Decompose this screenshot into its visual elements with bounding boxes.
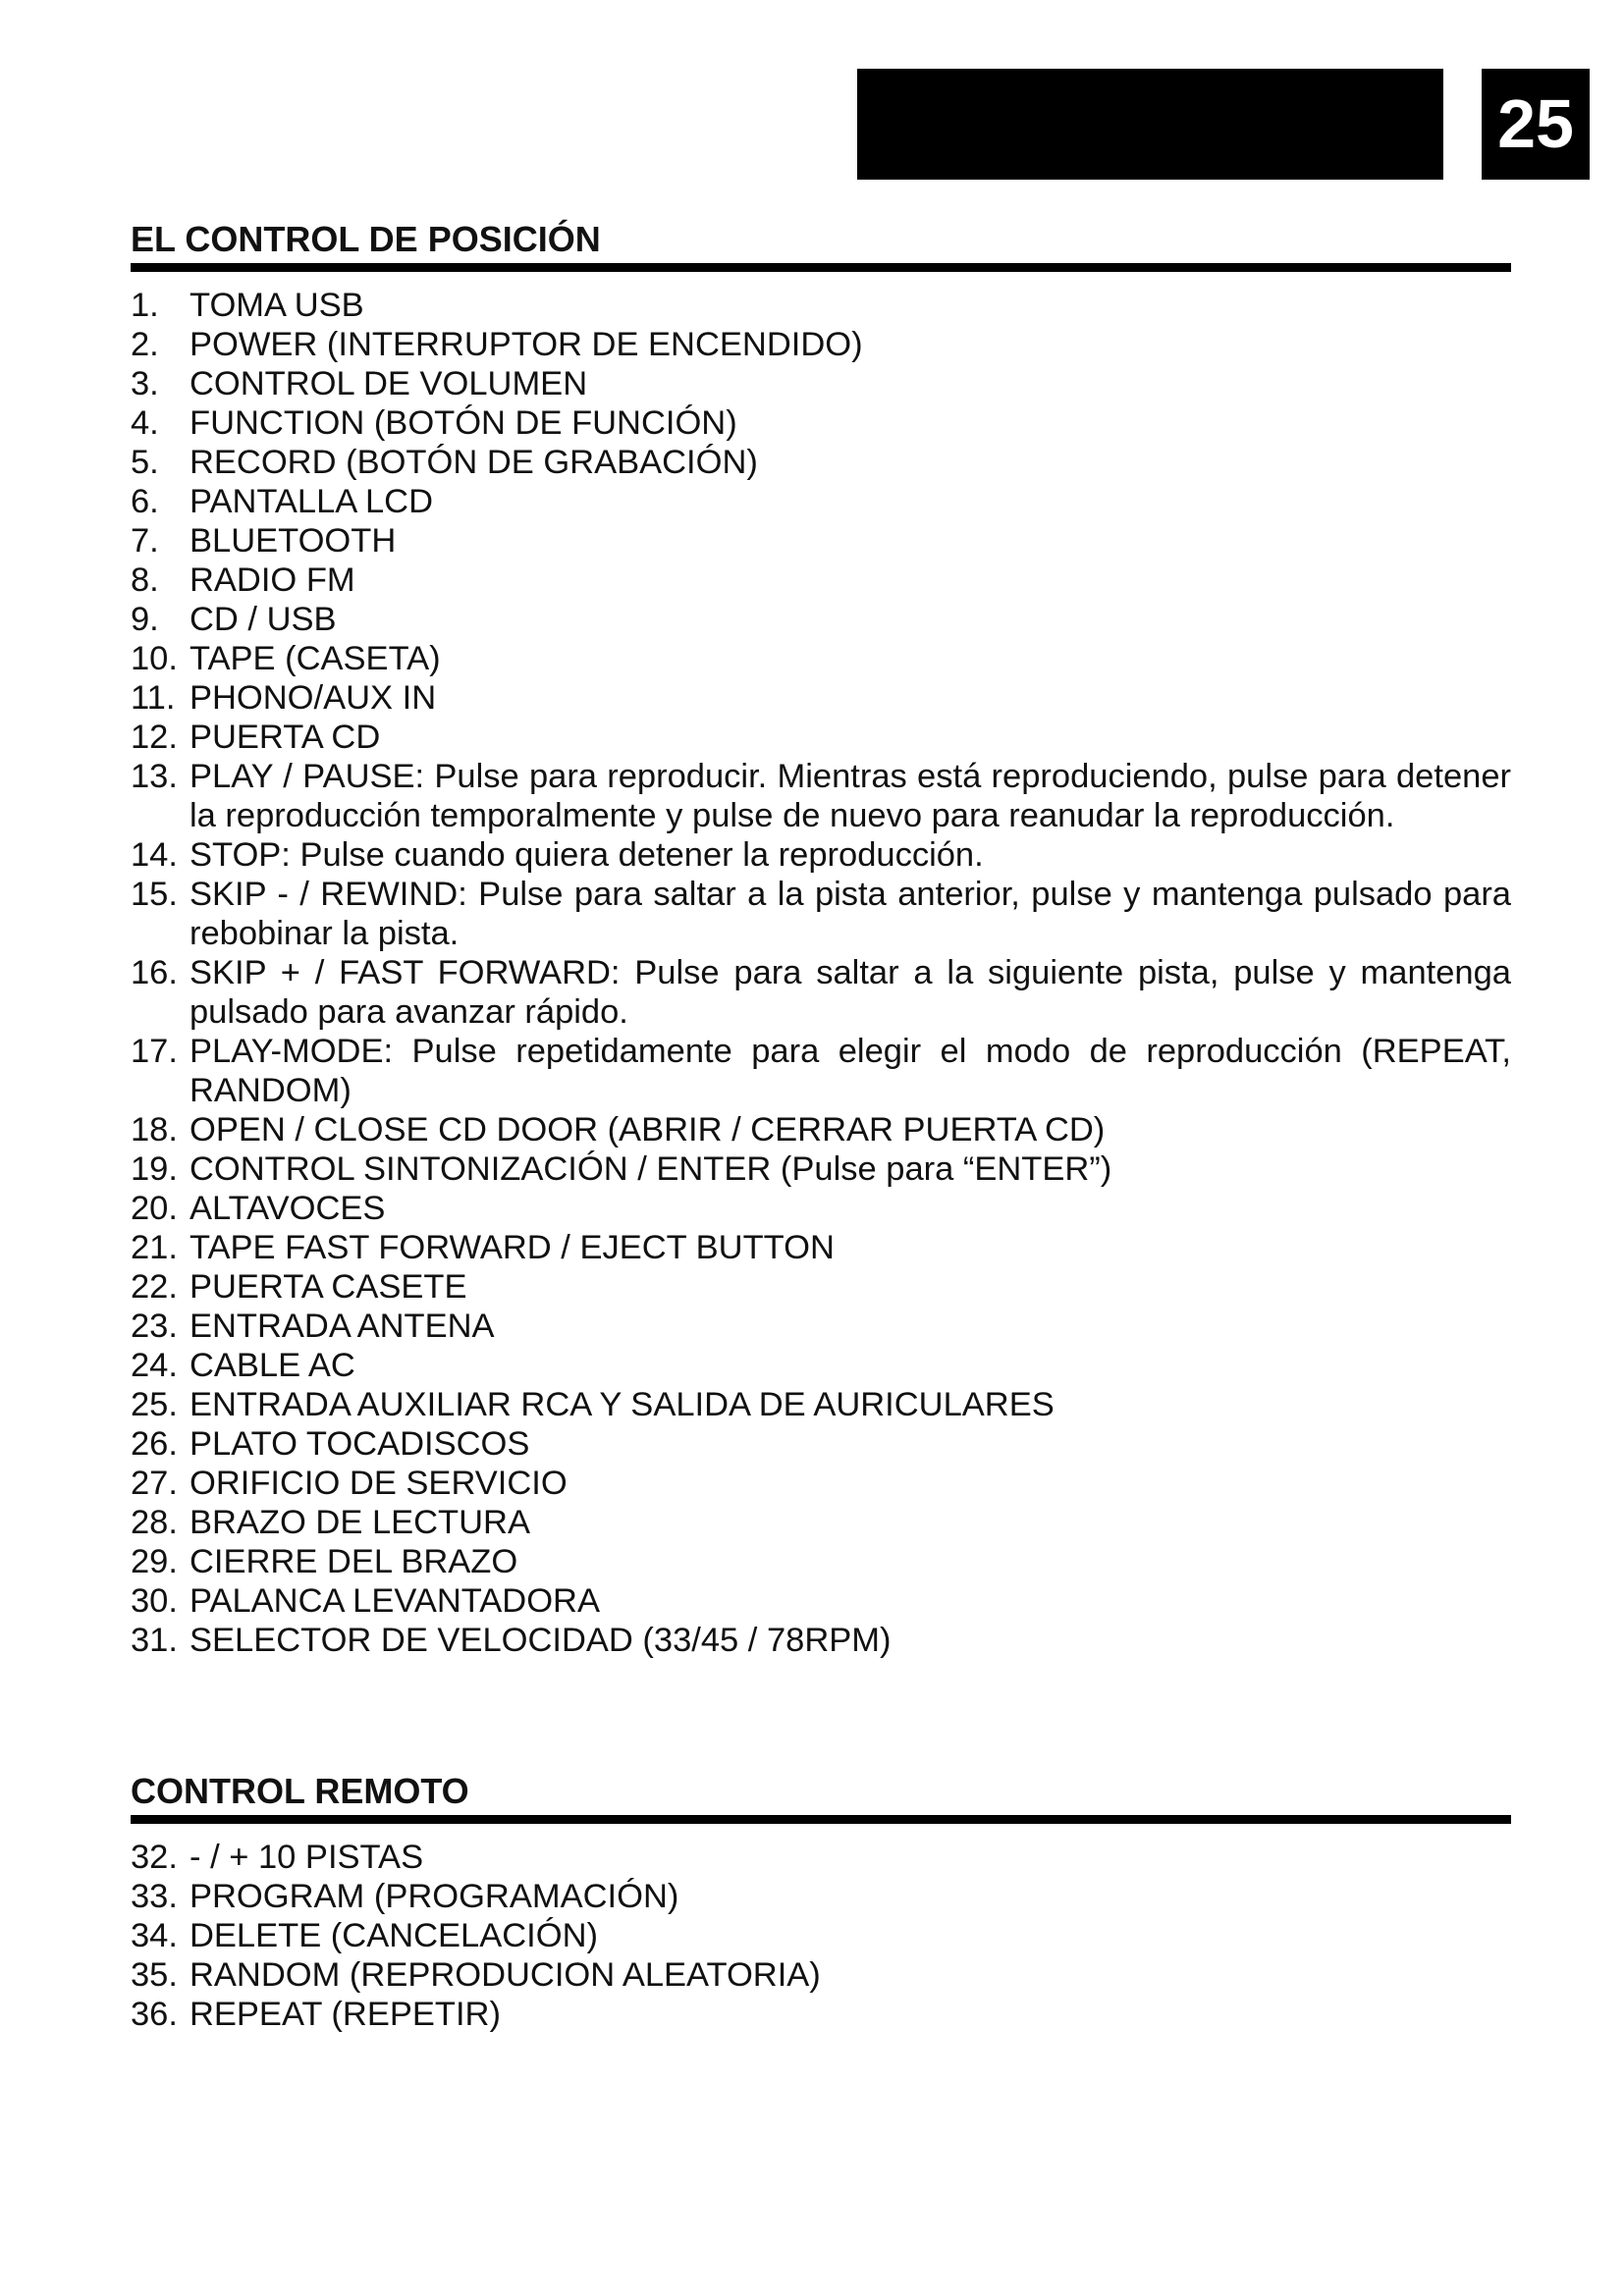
item-text: PLAY / PAUSE: Pulse para reproducir. Mientras está reproduciendo, pulse para detener la reproducción temporalmente y pulse de nuevo para reanudar la reproducción. [189,758,1511,834]
item-text: PLAY-MODE: Pulse repetidamente para elegir el modo de reproducción (REPEAT, RANDOM) [189,1033,1511,1109]
item-number: 6. [131,483,159,520]
item-text: CD / USB [189,601,337,638]
section-divider [131,263,1511,272]
list-item [131,561,1511,600]
list-item [131,639,1511,678]
list-item [131,1995,1511,2034]
item-number: 28. [131,1504,178,1541]
item-number: 2. [131,326,159,363]
item-number: 22. [131,1268,178,1306]
item-text: SKIP + / FAST FORWARD: Pulse para saltar a la siguiente pista, pulse y mantenga pulsado para avanzar rápido. [189,954,1511,1031]
item-text: PLATO TOCADISCOS [189,1425,530,1463]
item-number: 9. [131,601,159,638]
list-item [131,1464,1511,1503]
list-item [131,1581,1511,1621]
list-item [131,1346,1511,1385]
list-item [131,1916,1511,1955]
item-text: PROGRAM (PROGRAMACIÓN) [189,1878,679,1915]
item-number: 27. [131,1465,178,1502]
list-item [131,875,1511,953]
item-text: PALANCA LEVANTADORA [189,1582,600,1620]
item-number: 15. [131,876,178,913]
list-item [131,835,1511,875]
item-number: 20. [131,1190,178,1227]
item-text: BRAZO DE LECTURA [189,1504,530,1541]
list-item [131,1149,1511,1189]
list-item [131,1032,1511,1110]
list-item [131,953,1511,1032]
item-number: 34. [131,1917,178,1954]
list-item [131,718,1511,757]
item-number: 5. [131,444,159,481]
list-item [131,1228,1511,1267]
item-text: OPEN / CLOSE CD DOOR (ABRIR / CERRAR PUERTA CD) [189,1111,1106,1148]
item-text: TAPE FAST FORWARD / EJECT BUTTON [189,1229,835,1266]
item-number: 33. [131,1878,178,1915]
list-item [131,1838,1511,1877]
item-text: RANDOM (REPRODUCION ALEATORIA) [189,1956,821,1994]
item-text: CIERRE DEL BRAZO [189,1543,518,1580]
item-number: 25. [131,1386,178,1423]
item-number: 13. [131,758,178,795]
item-number: 32. [131,1839,178,1876]
position-control-list [131,286,1511,1660]
item-number: 21. [131,1229,178,1266]
list-item [131,1503,1511,1542]
item-number: 30. [131,1582,178,1620]
item-text: TOMA USB [189,287,364,324]
item-number: 24. [131,1347,178,1384]
item-text: STOP: Pulse cuando quiera detener la reproducción. [189,836,984,874]
item-number: 23. [131,1308,178,1345]
item-text: REPEAT (REPETIR) [189,1996,501,2033]
item-number: 17. [131,1033,178,1070]
list-item [131,1267,1511,1307]
list-item [131,1110,1511,1149]
item-number: 35. [131,1956,178,1994]
list-item [131,1955,1511,1995]
list-item [131,1877,1511,1916]
item-number: 3. [131,365,159,402]
item-text: TAPE (CASETA) [189,640,441,677]
item-text: DELETE (CANCELACIÓN) [189,1917,598,1954]
section-title-remote-control: CONTROL REMOTO [131,1771,469,1811]
list-item [131,600,1511,639]
item-number: 16. [131,954,178,991]
list-item [131,1621,1511,1660]
list-item [131,1189,1511,1228]
item-text: PANTALLA LCD [189,483,433,520]
remote-control-list [131,1838,1511,2034]
item-text: FUNCTION (BOTÓN DE FUNCIÓN) [189,404,737,442]
item-number: 19. [131,1150,178,1188]
item-text: ORIFICIO DE SERVICIO [189,1465,568,1502]
item-text: SELECTOR DE VELOCIDAD (33/45 / 78RPM) [189,1622,892,1659]
list-item [131,678,1511,718]
item-text: CONTROL SINTONIZACIÓN / ENTER (Pulse para “ENTER”) [189,1150,1112,1188]
item-text: PUERTA CASETE [189,1268,467,1306]
item-text: RECORD (BOTÓN DE GRABACIÓN) [189,444,758,481]
item-text: PHONO/AUX IN [189,679,437,717]
item-text: SKIP - / REWIND: Pulse para saltar a la pista anterior, pulse y mantenga pulsado para rebobinar la pista. [189,876,1511,952]
list-item [131,364,1511,403]
page-number: 25 [1482,69,1590,180]
section-title-position-control: EL CONTROL DE POSICIÓN [131,219,601,259]
list-item [131,403,1511,443]
item-number: 4. [131,404,159,442]
item-number: 26. [131,1425,178,1463]
list-item [131,443,1511,482]
item-number: 8. [131,561,159,599]
item-text: - / + 10 PISTAS [189,1839,424,1876]
item-number: 36. [131,1996,178,2033]
list-item [131,521,1511,561]
item-number: 11. [131,679,176,717]
item-text: ENTRADA ANTENA [189,1308,495,1345]
item-text: BLUETOOTH [189,522,397,560]
list-item [131,1542,1511,1581]
header-black-bar [857,69,1443,180]
item-text: CONTROL DE VOLUMEN [189,365,588,402]
item-number: 1. [131,287,159,324]
item-number: 14. [131,836,178,874]
item-text: PUERTA CD [189,719,381,756]
item-number: 18. [131,1111,178,1148]
item-text: CABLE AC [189,1347,355,1384]
item-text: RADIO FM [189,561,355,599]
item-number: 29. [131,1543,178,1580]
list-item [131,1385,1511,1424]
list-item [131,757,1511,835]
item-number: 12. [131,719,178,756]
list-item [131,1307,1511,1346]
item-text: POWER (INTERRUPTOR DE ENCENDIDO) [189,326,863,363]
list-item [131,1424,1511,1464]
item-number: 7. [131,522,159,560]
item-text: ALTAVOCES [189,1190,386,1227]
item-number: 31. [131,1622,178,1659]
section-divider [131,1815,1511,1824]
list-item [131,325,1511,364]
list-item [131,482,1511,521]
item-number: 10. [131,640,178,677]
list-item [131,286,1511,325]
item-text: ENTRADA AUXILIAR RCA Y SALIDA DE AURICULARES [189,1386,1055,1423]
